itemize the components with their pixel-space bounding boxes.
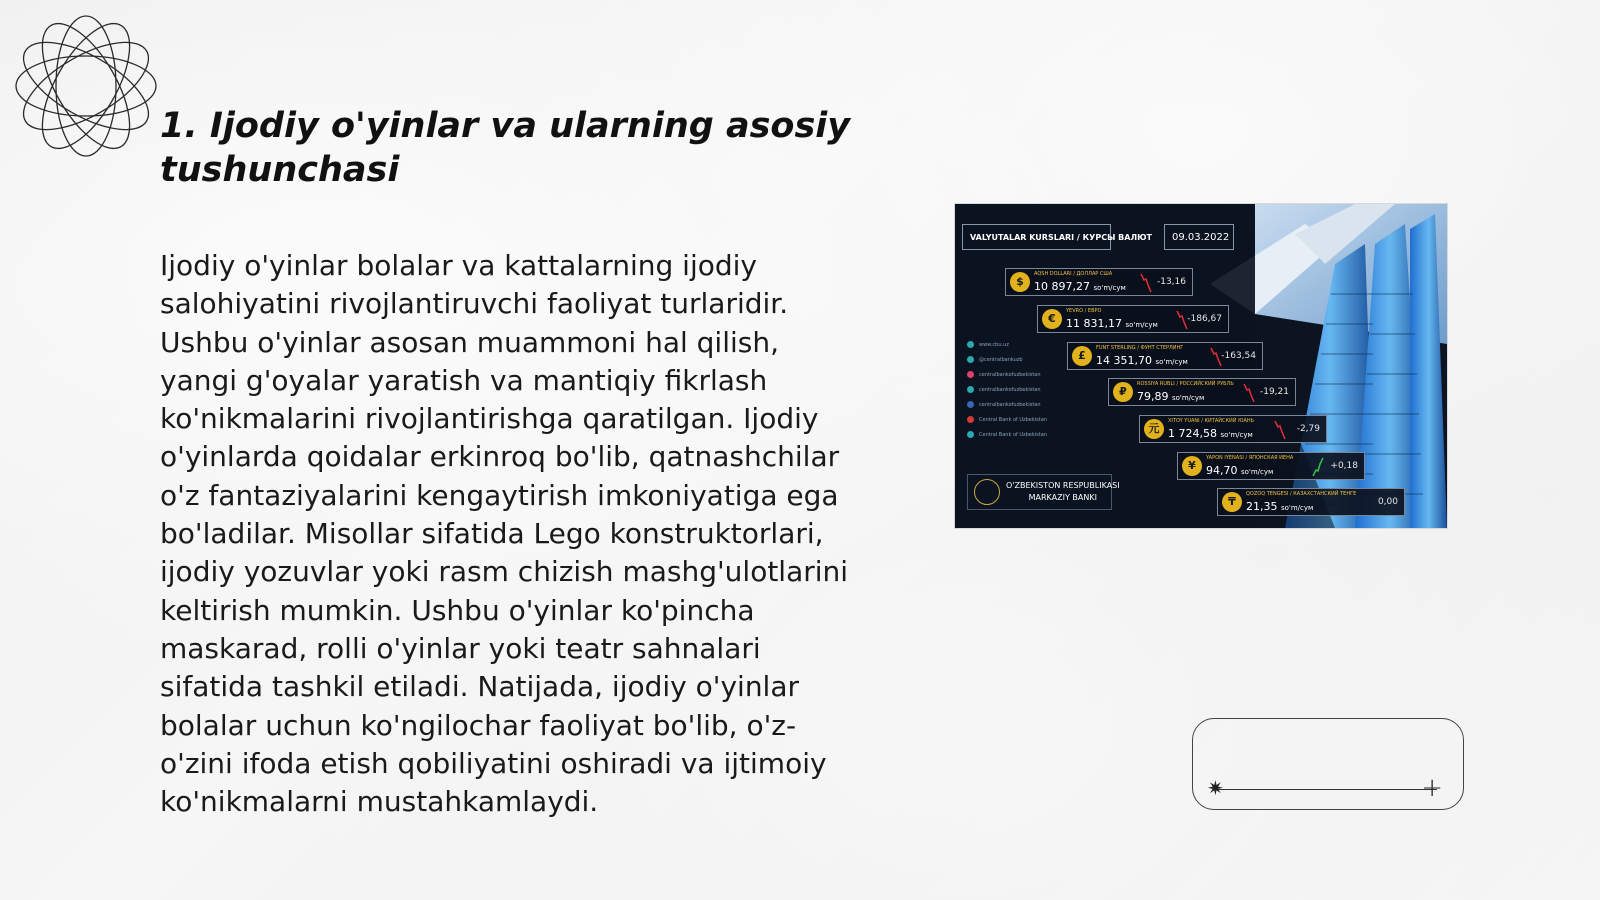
rate-unit: so'm/сум [1220,431,1253,439]
slide-title: 1. Ijodiy o'yinlar va ularning asosiy tushunchasi [160,106,851,190]
rate-unit: so'm/сум [1155,358,1188,366]
social-link: centralbankofuzbekistan [979,387,1041,393]
rate-label: ROSSIYA RUBLI / РОССИЙСКИЙ РУБЛЬ [1137,381,1234,387]
tenge-coin-icon: ₸ [1222,492,1242,512]
rate-value: 21,35 [1246,500,1278,513]
rate-unit: so'm/сум [1281,504,1314,512]
decorative-frame [1192,718,1464,810]
social-link: Central Bank of Uzbekistan [979,432,1047,438]
rate-value: 11 831,17 [1066,317,1122,330]
ornamental-circle-icon [8,8,164,164]
trend-down-icon [1176,309,1188,331]
rate-usd [1005,268,1193,296]
rate-change: +0,18 [1330,461,1358,471]
youtube-icon [967,416,974,423]
rate-change: -13,16 [1156,277,1186,287]
yen-coin-icon: ¥ [1182,456,1202,476]
rates-header: VALYUTALAR KURSLARI / КУРСЫ ВАЛЮТ [962,224,1111,250]
rate-jpy [1177,452,1365,480]
rate-rub [1108,378,1296,406]
euro-coin-icon: € [1042,309,1062,329]
rate-value: 1 724,58 [1168,427,1217,440]
social-link: Central Bank of Uzbekistan [979,417,1047,423]
linkedin-icon [967,431,974,438]
rate-value: 94,70 [1206,464,1238,477]
facebook-icon [967,401,974,408]
rate-value: 14 351,70 [1096,354,1152,367]
rate-label: FUNT STERLING / ФУНТ СТЕРЛИНГ [1096,345,1184,351]
rate-change: -2,79 [1296,424,1320,434]
slide-body-text: Ijodiy o'yinlar bolalar va kattalarning ijodiy salohiyatini rivojlantiruvchi faoliyat turlaridir. Ushbu o'yinlar asosan muammoni hal qilish, yangi g'oyalar yaratish va mantiqiy fikrlash ko'nikmalarini rivojlantirishga qaratilgan. Ijodiy o'yinlarda qoidalar erkinroq bo'lib, qatnashchilar o'z fantaziyalarini kengaytirish imkoniyatiga ega bo'ladilar. Misollar sifatida Lego konstruktorlari, ijodiy yozuvlar yoki rasm chizish mashg'ulotlarini keltirish mumkin. Ushbu o'yinlar ko'pincha maskarad, rolli o'yinlar yoki teatr sahnalari sifatida tashkil etiladi. Natijada, ijodiy o'yinlar bolalar uchun ko'ngilochar faoliyat bo'lib, o'z-o'zini ifoda etish qobiliyatini oshiradi va ijtimoiy ko'nikmalarni mustahkamlaydi. [160,249,849,819]
social-link: www.cbu.uz [979,342,1009,348]
rate-label: AQSH DOLLARI / ДОЛЛАР США [1034,271,1113,277]
social-link: @centralbankuzb [979,357,1023,363]
yuan-coin-icon: 元 [1144,419,1164,439]
trend-down-icon [1140,272,1152,294]
rate-change: -19,21 [1259,387,1289,397]
rate-unit: so'm/сум [1093,284,1126,292]
rate-gbp [1067,342,1263,370]
trend-down-icon [1210,346,1222,368]
pound-coin-icon: £ [1072,346,1092,366]
social-links [967,341,1047,446]
rate-unit: so'm/сум [1172,394,1205,402]
ruble-coin-icon: ₽ [1113,382,1133,402]
bank-emblem-icon [974,479,1000,505]
rate-value: 10 897,27 [1034,280,1090,293]
rates-date: 09.03.2022 [1164,224,1234,250]
rate-label: XITOY YUANI / КИТАЙСКИЙ ЮАНЬ [1168,418,1255,424]
rate-label: YAPON IYENASI / ЯПОНСКАЯ ИЕНА [1206,455,1294,461]
rate-change: -163,54 [1221,351,1256,361]
rate-unit: so'm/сум [1125,321,1158,329]
dollar-coin-icon: $ [1010,272,1030,292]
rate-kzt [1217,488,1405,516]
plus-icon: + [1421,773,1443,803]
twitter-icon [967,386,974,393]
rate-label: QOZOQ TENGESI / КАЗАХСТАНСКИЙ ТЕНГЕ [1246,491,1357,497]
rate-eur [1037,305,1229,333]
telegram-icon [967,356,974,363]
currency-rates-image [955,204,1447,528]
trend-up-icon [1312,456,1324,478]
social-link: centralbankofuzbekistan [979,372,1041,378]
rate-change: -186,67 [1187,314,1222,324]
rate-unit: so'm/сум [1241,468,1274,476]
web-icon [967,341,974,348]
bank-name-line1: O'ZBEKISTON RESPUBLIKASI [1006,481,1120,490]
central-bank-logo [967,474,1120,510]
rate-change: 0,00 [1377,497,1398,507]
rate-value: 79,89 [1137,390,1169,403]
rate-cny [1139,415,1327,443]
social-link: centralbankofuzbekistan [979,402,1041,408]
rate-label: YEVRO / ЕВРО [1066,308,1102,314]
trend-down-icon [1243,382,1255,404]
bank-name-line2: MARKAZIY BANKI [1028,493,1097,502]
sparkle-icon: ✷ [1207,776,1224,800]
instagram-icon [967,371,974,378]
trend-down-icon [1274,419,1286,441]
divider-line [1217,789,1437,790]
